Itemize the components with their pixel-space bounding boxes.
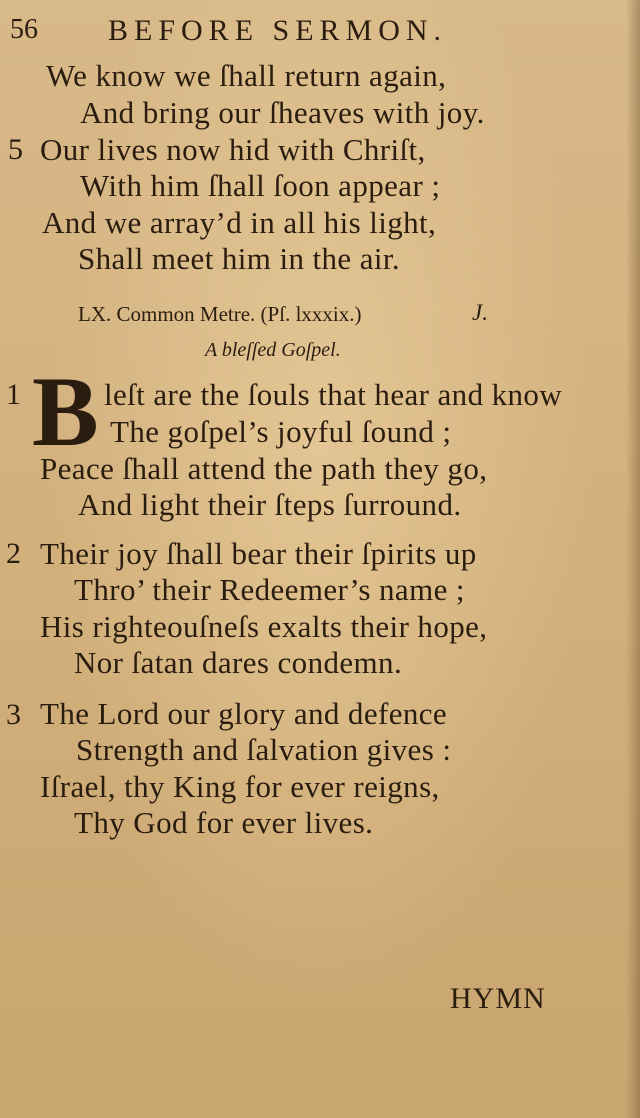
drop-cap: B <box>32 356 99 467</box>
hymn-author: J. <box>472 300 488 325</box>
stanza-number: 5 <box>8 133 23 166</box>
stanza-number: 1 <box>6 378 21 411</box>
page-edge-shadow <box>626 0 640 1118</box>
verse-line: Peace ſhall attend the path they go, <box>40 451 488 486</box>
hymn-subtitle: A bleſſed Goſpel. <box>205 339 341 361</box>
verse-line: Shall meet him in the air. <box>78 241 401 276</box>
stanza-number: 2 <box>6 537 21 570</box>
catchword: HYMN <box>450 982 546 1015</box>
verse-line: Nor ſatan dares condemn. <box>74 645 403 680</box>
running-title: BEFORE SERMON. <box>108 14 448 47</box>
verse-line: Their joy ſhall bear their ſpirits up <box>40 536 477 571</box>
verse-line: Thy God for ever lives. <box>74 805 374 840</box>
verse-line: We know we ſhall return again, <box>46 58 447 93</box>
verse-line: leſt are the ſouls that hear and know <box>104 377 563 412</box>
verse-line: Strength and ſalvation gives : <box>76 732 452 767</box>
verse-line: And bring our ſheaves with joy. <box>80 95 485 130</box>
verse-line: The Lord our glory and defence <box>40 696 448 731</box>
stanza-number: 3 <box>6 698 21 731</box>
verse-line: And light their ſteps ſurround. <box>78 487 462 522</box>
verse-line: With him ſhall ſoon appear ; <box>80 168 441 203</box>
verse-line: And we array’d in all his light, <box>42 205 437 240</box>
hymn-title: LX. Common Metre. (Pſ. lxxxix.) <box>78 302 362 326</box>
verse-line: The goſpel’s joyful ſound ; <box>110 414 452 449</box>
verse-line: Iſrael, thy King for ever reigns, <box>40 769 440 804</box>
page-number: 56 <box>10 14 38 45</box>
verse-line: Thro’ their Redeemer’s name ; <box>74 572 465 607</box>
verse-line: Our lives now hid with Chriſt, <box>40 132 426 167</box>
verse-line: His righteouſneſs exalts their hope, <box>40 609 488 644</box>
